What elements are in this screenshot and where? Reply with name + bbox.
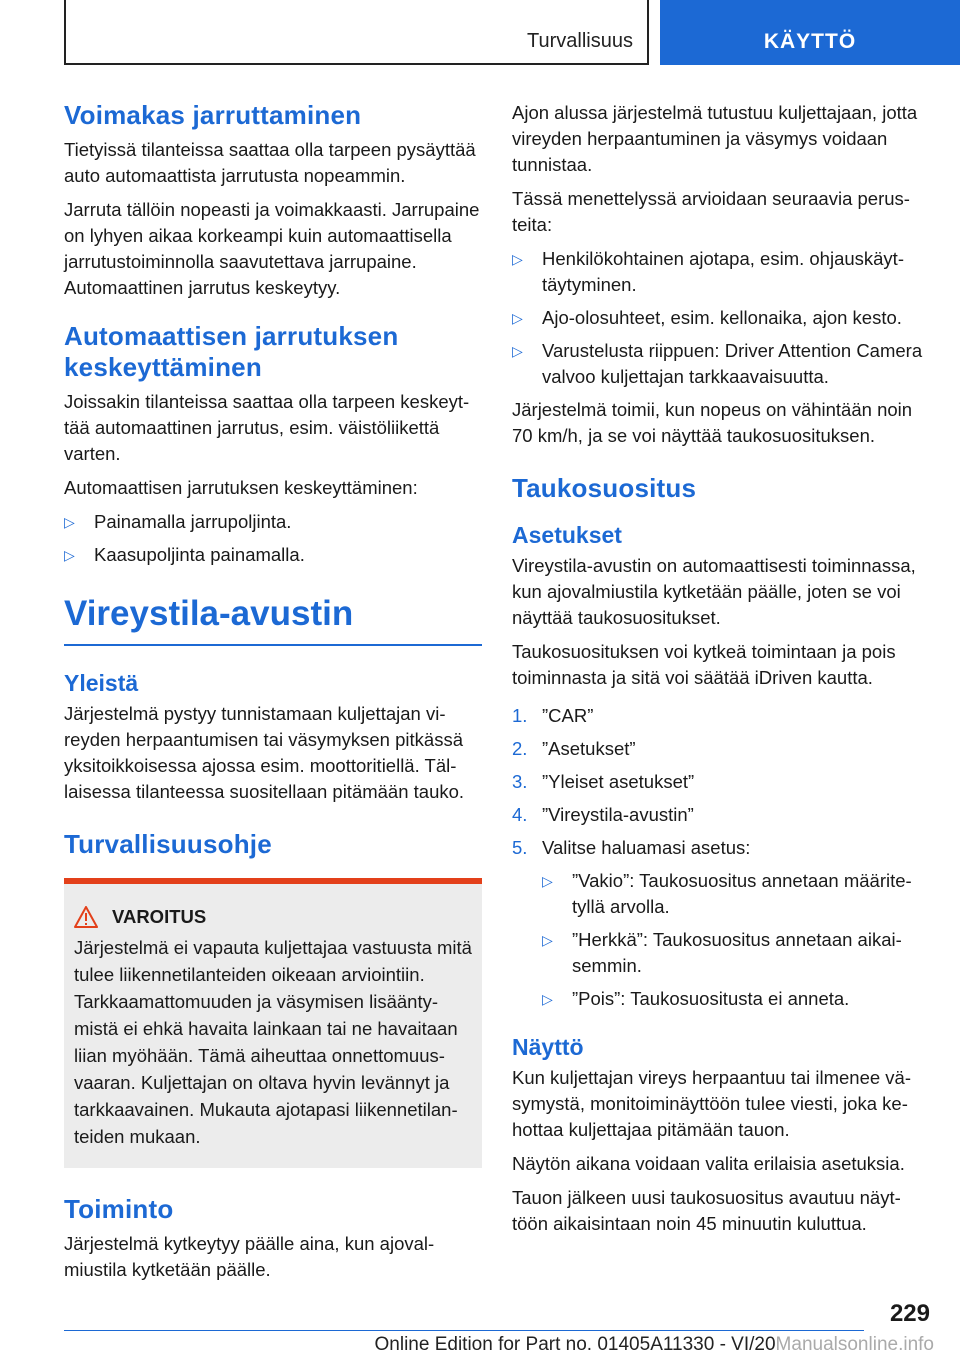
list-item: ▷ Kaasupoljinta painamalla. <box>64 542 482 568</box>
header-box <box>64 0 649 65</box>
step-item: 4. ”Vireystila-avustin” <box>512 804 694 825</box>
step-item: 5. Valitse haluamasi asetus: ▷ ”Vakio”: Taukosuositus annetaan määritetyllä arvolla. ▷ ”Herkkä”: Taukosuositus annetaan aikaisemmin. ▷ ”Pois”: Taukosuositusta ei anneta. <box>512 835 930 1012</box>
triangle-bullet-icon: ▷ <box>512 251 523 267</box>
heading-display: Näyttö <box>512 1034 584 1060</box>
warning-box <box>64 878 482 1168</box>
heading-function: Toiminto <box>64 1194 174 1224</box>
numbered-steps <box>512 703 930 1012</box>
triangle-bullet-icon: ▷ <box>542 873 553 889</box>
paragraph: Näytön aikana voidaan valita erilaisia asetuksia. <box>512 1153 905 1174</box>
list-item: ▷ Painamalla jarrupoljinta. <box>64 509 482 535</box>
watermark-text: Manualsonline.info <box>775 1334 934 1355</box>
step-item: 2. ”Asetukset” <box>512 738 636 759</box>
sub-bullet-list <box>542 868 930 1012</box>
header-section-title: Turvallisuus <box>527 30 633 52</box>
paragraph: Tauon jälkeen uusi taukosuositus avautuu näyttöön aikaisintaan noin 45 minuutin kuluttua. <box>512 1187 901 1234</box>
edition-text: Online Edition for Part no. 01405A11330 - VI/20 <box>374 1334 776 1355</box>
bullet-list <box>512 246 930 390</box>
list-item: ▷ Henkilökohtainen ajotapa, esim. ohjauskäyttäytyminen. <box>512 248 904 295</box>
paragraph: Tässä menettelyssä arvioidaan seuraavia perusteita: <box>512 188 910 235</box>
paragraph: Järjestelmä kytkeytyy päälle aina, kun ajovalmiustila kytketään päälle. <box>64 1233 435 1280</box>
page-number: 229 <box>889 1300 930 1327</box>
warning-triangle-icon <box>74 906 98 928</box>
paragraph: Ajon alussa järjestelmä tutustuu kuljettajaan, jotta vireyden herpaantuminen ja väsymys voidaan tunnistaa. <box>512 102 918 175</box>
warning-text: Järjestelmä ei vapauta kuljettajaa vastuusta mitä tulee liikennetilanteiden oikeaan arviointiin. Tarkkaamattomuuden ja väsymisen lisääntymistä ei ehkä havaita lainkaan tai ne havaitaan liian myöhään. Tämä aiheuttaa onnettomuusvaaran. Kuljettajan on oltava hyvin levännyt ja tarkkaavainen. Mukauta ajotapasi liikennetilanteiden mukaan. <box>74 937 472 1147</box>
paragraph: Joissakin tilanteissa saattaa olla tarpeen keskeyttää automaattinen jarrutus, esim. väistöliikettä varten. <box>64 391 470 464</box>
main-heading: Vireystila-avustin <box>64 592 482 646</box>
paragraph: Järjestelmä pystyy tunnistamaan kuljettajan vireyden herpaantumisen tai väsymyksen pitkässä yksitoikkoisessa ajossa esim. moottoritiellä. Tällaisessa tilanteessa suositellaan pitämään tauko. <box>64 703 465 802</box>
right-column <box>512 100 930 1245</box>
triangle-bullet-icon: ▷ <box>542 932 553 948</box>
heading-break-recommendation: Taukosuositus <box>512 473 697 503</box>
paragraph: Vireystila-avustin on automaattisesti toiminnassa, kun ajovalmiustila kytketään päälle, joten se voi näyttää taukosuositukset. <box>512 555 916 628</box>
triangle-bullet-icon: ▷ <box>512 343 523 359</box>
header-chapter-tab: KÄYTTÖ <box>660 0 960 65</box>
heading-interrupt-braking: Automaattisen jarrutuksen keskeyttäminen <box>64 321 399 382</box>
list-item: ▷ ”Herkkä”: Taukosuositus annetaan aikaisemmin. <box>542 929 902 976</box>
footer-edition <box>375 1334 934 1356</box>
triangle-bullet-icon: ▷ <box>512 310 523 326</box>
triangle-bullet-icon: ▷ <box>64 547 75 563</box>
heading-settings: Asetukset <box>512 522 622 548</box>
heading-safety: Turvallisuusohje <box>64 829 272 859</box>
paragraph: Järjestelmä toimii, kun nopeus on vähintään noin 70 km/h, ja se voi näyttää taukosuosituksen. <box>512 399 913 446</box>
list-item: ▷ ”Vakio”: Taukosuositus annetaan määritetyllä arvolla. <box>542 870 912 917</box>
warning-title: VAROITUS <box>112 906 207 927</box>
footer-divider <box>64 1330 864 1331</box>
list-item: ▷ ”Pois”: Taukosuositusta ei anneta. <box>542 986 930 1012</box>
triangle-bullet-icon: ▷ <box>64 514 75 530</box>
triangle-bullet-icon: ▷ <box>542 991 553 1007</box>
paragraph: Automaattisen jarrutuksen keskeyttäminen: <box>64 477 418 498</box>
bullet-list <box>64 509 482 568</box>
left-column <box>64 100 482 1291</box>
paragraph: Tietyissä tilanteissa saattaa olla tarpeen pysäyttää auto automaattista jarrutusta nopeammin. <box>64 139 476 186</box>
list-item: ▷ Varustelusta riippuen: Driver Attention Camera valvoo kuljettajan tarkkaavaisuutta. <box>512 340 923 387</box>
heading-strong-braking: Voimakas jarruttaminen <box>64 100 362 130</box>
heading-general: Yleistä <box>64 670 139 696</box>
list-item: ▷ Ajo-olosuhteet, esim. kellonaika, ajon kesto. <box>512 305 930 331</box>
paragraph: Jarruta tällöin nopeasti ja voimakkaasti. Jarrupaine on lyhyen aikaa korkeampi kuin automaattisella jarrutustoiminnolla saavutettava jarrupaine. Automaattinen jarrutus keskeytyy. <box>64 199 480 298</box>
step-item: 3. ”Yleiset asetukset” <box>512 771 695 792</box>
paragraph: Kun kuljettajan vireys herpaantuu tai ilmenee väsymystä, monitoiminäyttöön tulee viesti, joka kehottaa kuljettajaa pitämään tauon. <box>512 1067 912 1140</box>
paragraph: Taukosuosituksen voi kytkeä toimintaan ja pois toiminnasta ja sitä voi säätää iDriven kautta. <box>512 641 896 688</box>
step-item: 1. ”CAR” <box>512 705 594 726</box>
